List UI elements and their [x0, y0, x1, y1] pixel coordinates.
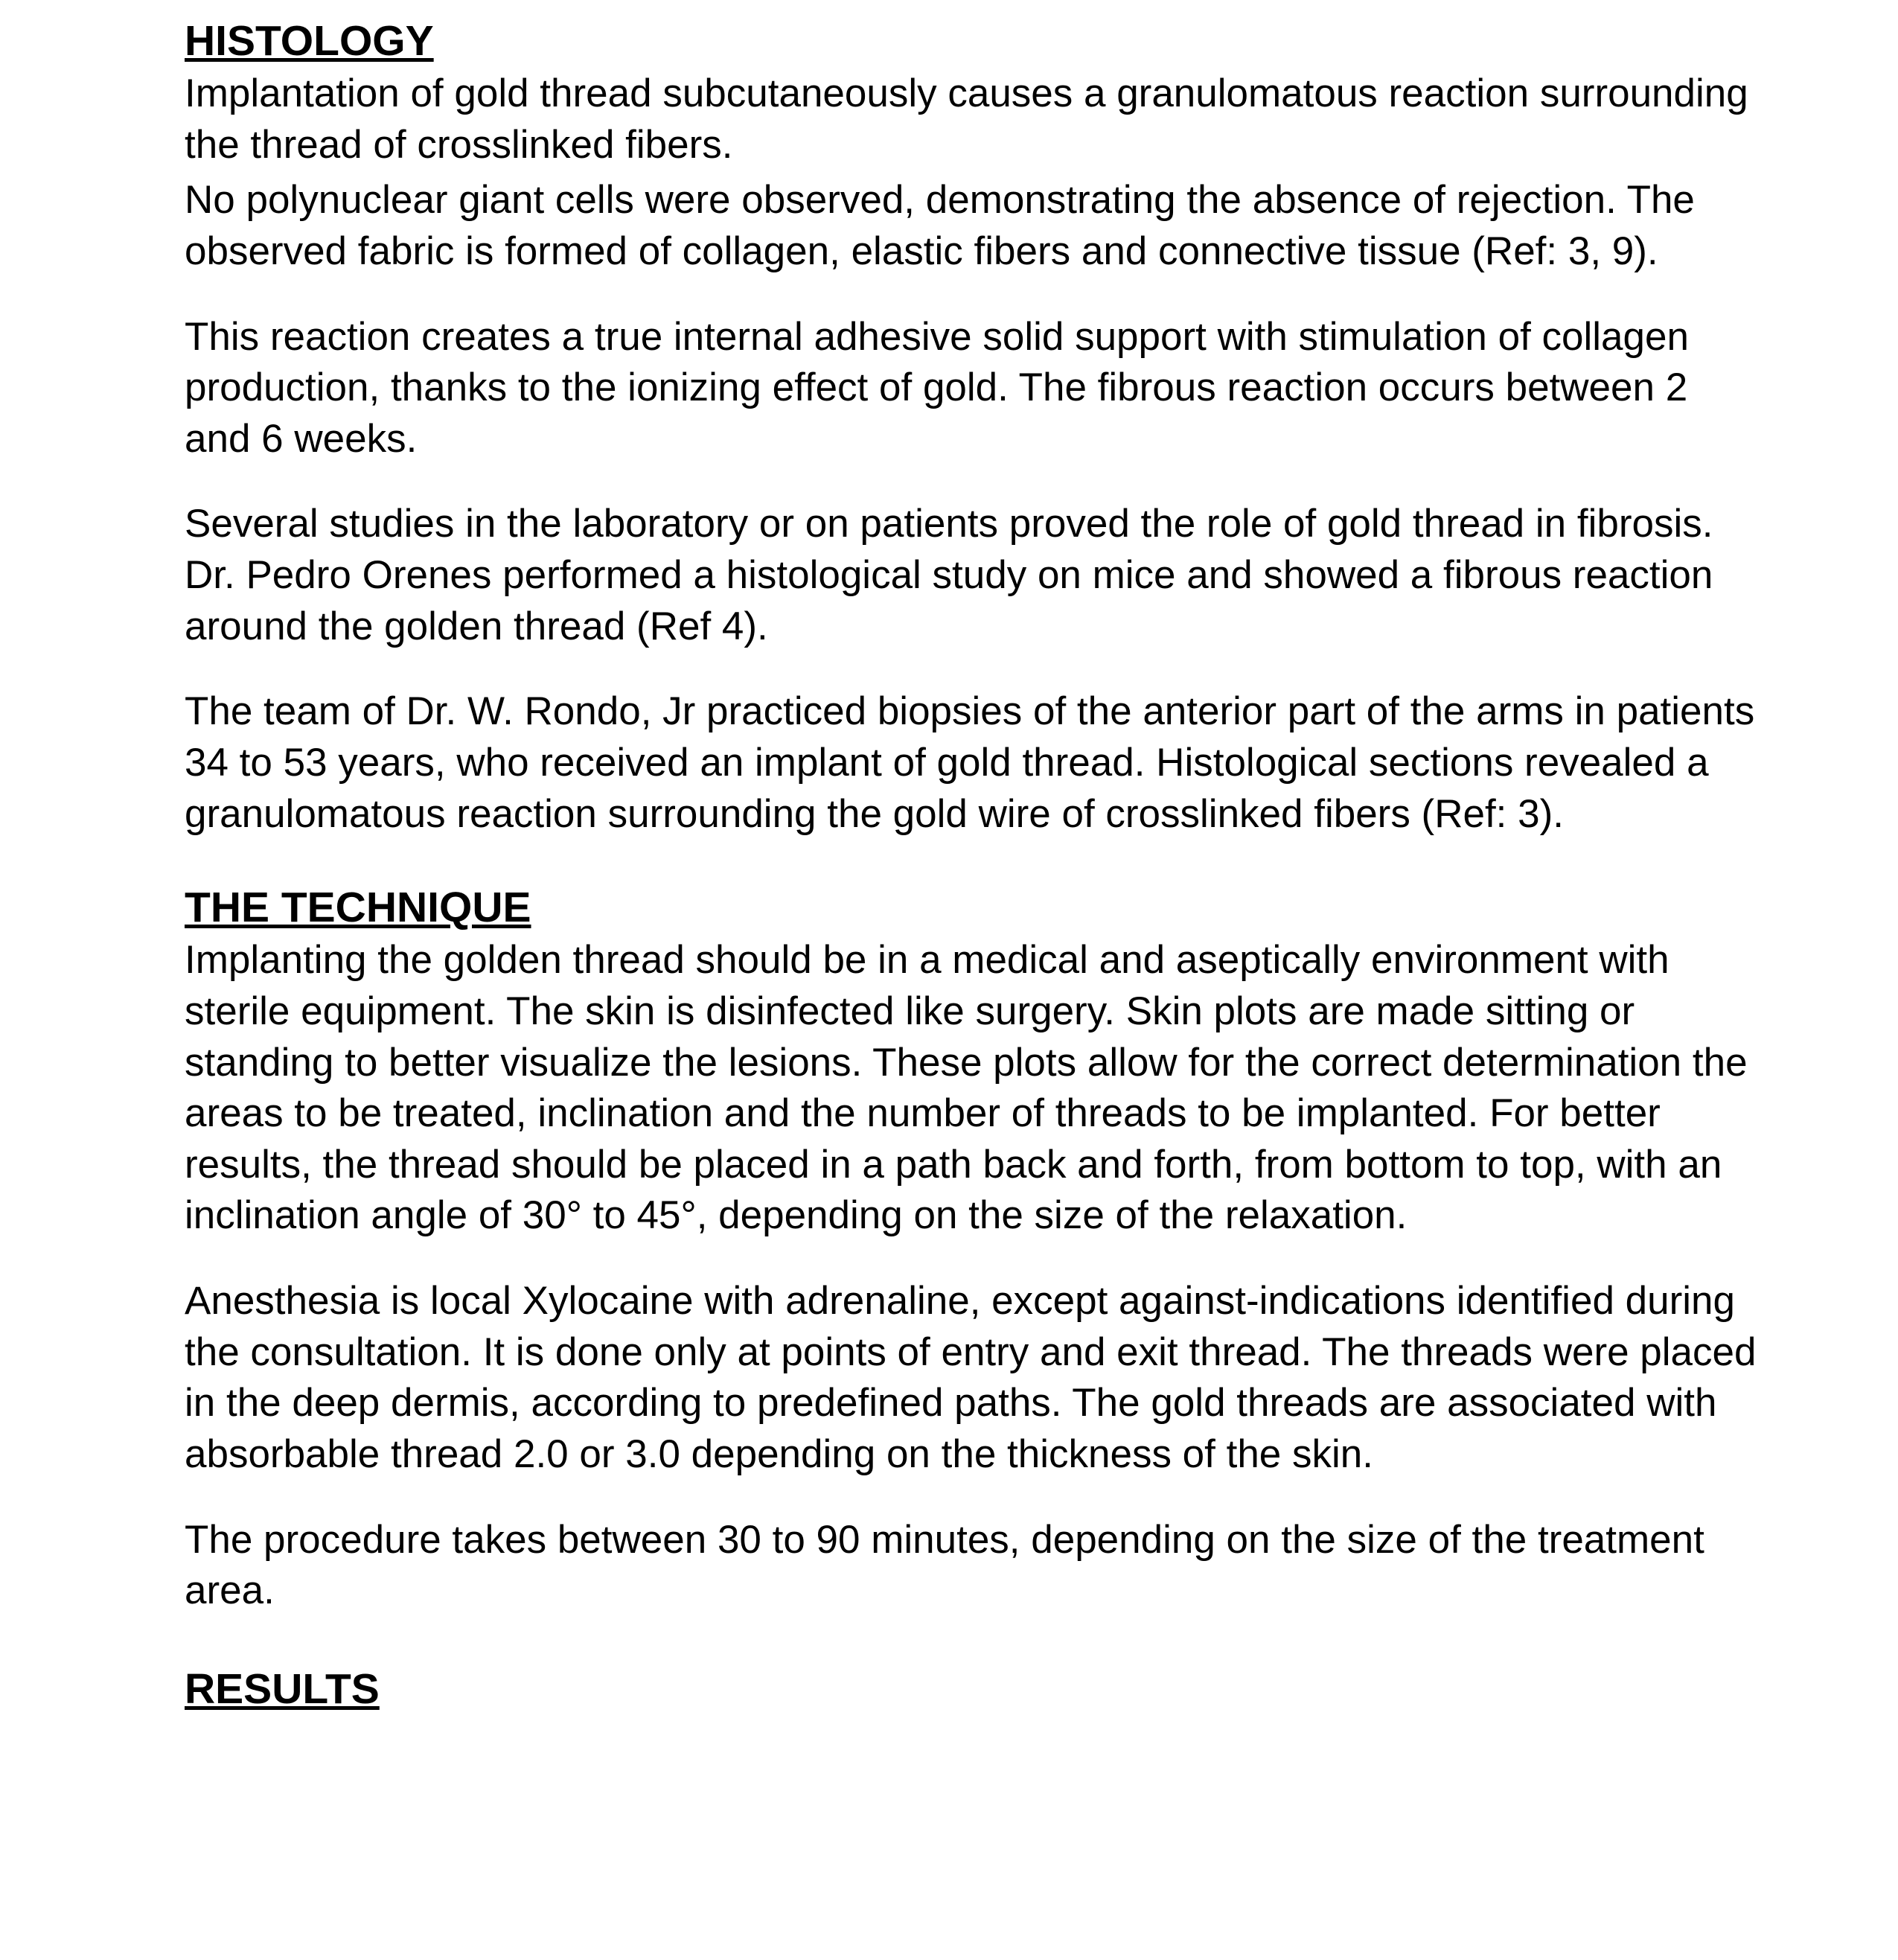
- spacer: [185, 465, 1757, 499]
- paragraph: Several studies in the laboratory or on patients proved the role of gold thread in fibrosis. Dr. Pedro Orenes performed a histological study on mice and showed a fibrous reaction around the golden thread (Ref 4).: [185, 502, 1713, 648]
- spacer: [185, 1617, 1757, 1661]
- paragraph: Anesthesia is local Xylocaine with adrenaline, except against-indications identified during the consultation. It is done only at points of entry and exit thread. The threads were placed in the deep dermis, according to predefined paths. The gold threads are associated with absorbable thread 2.0 or 3.0 depending on the thickness of the skin.: [185, 1279, 1757, 1476]
- paragraph: The procedure takes between 30 to 90 minutes, depending on the size of the treatment area.: [185, 1517, 1704, 1613]
- paragraph: Implanting the golden thread should be in a medical and aseptically environment with sterile equipment. The skin is disinfected like surgery. Skin plots are made sitting or standing to better visualize the lesions. These plots allow for the correct determination the areas to be treated, inclination and the number of threads to be implanted. For better results, the thread should be placed in a path back and forth, from bottom to top, with an inclination angle of 30° to 45°, depending on the size of the relaxation.: [185, 938, 1748, 1238]
- paragraph: The team of Dr. W. Rondo, Jr practiced biopsies of the anterior part of the arms in patients 34 to 53 years, who received an implant of gold thread. Histological sections revealed a granulomatous reaction surrounding the gold wire of crosslinked fibers (Ref: 3).: [185, 689, 1755, 836]
- paragraph: Implantation of gold thread subcutaneously causes a granulomatous reaction surrounding the thread of crosslinked fibers.: [185, 71, 1748, 167]
- spacer: [185, 1242, 1757, 1276]
- section-heading-results: RESULTS: [185, 1664, 380, 1713]
- paragraph: No polynuclear giant cells were observed, demonstrating the absence of rejection. The observed fabric is formed of collagen, elastic fibers and connective tissue (Ref: 3, 9).: [185, 178, 1695, 273]
- section-heading-the-technique: THE TECHNIQUE: [185, 884, 531, 932]
- section-heading-histology: HISTOLOGY: [185, 17, 434, 65]
- paragraph: This reaction creates a true internal adhesive solid support with stimulation of collagen production, thanks to the ionizing effect of gold. The fibrous reaction occurs between 2 and 6 weeks.: [185, 314, 1689, 461]
- spacer: [185, 278, 1757, 312]
- spacer: [185, 1481, 1757, 1515]
- spacer: [185, 652, 1757, 686]
- spacer: [185, 840, 1757, 880]
